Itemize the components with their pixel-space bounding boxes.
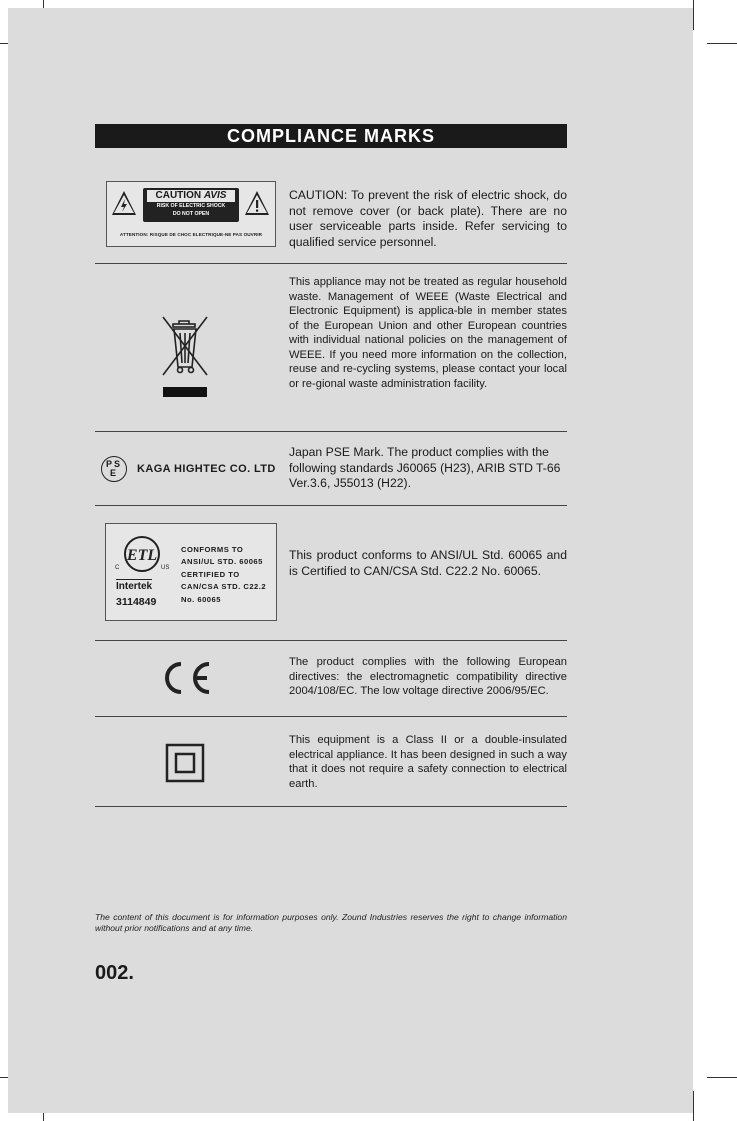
svg-text:ETL: ETL <box>126 547 158 564</box>
page-number: 002. <box>95 962 134 984</box>
caution-line2: DO NOT OPEN <box>172 211 210 217</box>
ce-text: The product complies with the following European directives: the electromagnetic compatibility directive 2004/108/EC. The low voltage directive 2006/95/EC. <box>289 656 567 697</box>
etl-text: This product conforms to ANSI/UL Std. 60065 and is Certified to CAN/CSA Std. C22.2 No. 60065. <box>289 548 567 578</box>
caution-line1: RISK OF ELECTRIC SHOCK <box>156 203 226 209</box>
divider <box>95 806 567 807</box>
caution-banner <box>143 188 239 222</box>
crossed-bin-icon <box>155 309 215 399</box>
svg-text:US: US <box>161 565 170 571</box>
etl-label <box>105 523 277 621</box>
ce-section <box>95 641 567 717</box>
etl-section <box>95 506 567 641</box>
weee-section <box>95 264 567 432</box>
pse-company: KAGA HIGHTEC CO. LTD <box>137 463 276 475</box>
disclaimer-note: The content of this document is for information purposes only. Zound Industries reserves the right to change information without prior notifications and at any time. <box>95 912 567 933</box>
ce-mark <box>95 653 275 703</box>
exclamation-warning-icon <box>244 190 270 216</box>
etl-mark <box>101 524 281 620</box>
lightning-warning-icon <box>111 190 137 216</box>
etl-brand: Intertek <box>116 581 153 592</box>
caution-attention: ATTENTION: RISQUE DE CHOC ELECTRIQUE-NE PAS OUVRIR <box>119 232 263 237</box>
etl-number: 3114849 <box>116 596 157 608</box>
pse-mark <box>101 454 291 484</box>
weee-mark <box>95 304 275 404</box>
class2-text: This equipment is a Class II or a double-insulated electrical appliance. It has been designed in such a way that it does not require a safety connection to electrical earth. <box>289 734 567 790</box>
etl-certification: CONFORMS TO ANSI/UL STD. 60065 CERTIFIED TO CAN/CSA STD. C22.2 No. 60065 <box>181 545 267 604</box>
crop-mark <box>707 1077 737 1078</box>
etl-listed-icon <box>112 532 172 578</box>
pse-text: Japan PSE Mark. The product complies with the following standards J60065 (H23), ARIB STD T-66 Ver.3.6, J55013 (H22). <box>289 445 561 490</box>
double-insulated-icon <box>163 741 207 785</box>
crop-mark <box>707 43 737 44</box>
class2-mark <box>95 741 275 785</box>
crop-mark <box>693 0 694 30</box>
page-title: COMPLIANCE MARKS <box>95 124 567 148</box>
caution-section <box>95 178 567 264</box>
caution-label <box>106 181 276 247</box>
pse-logo: P S E <box>101 456 127 482</box>
pse-section <box>95 432 567 506</box>
weee-text: This appliance may not be treated as regular household waste. Management of WEEE (Waste Electrical and Electronic Equipment) is applica-ble in member states of the European Union and other European countries with individual national policies on the management of WEEE. If you need more information on the collection, reuse and re-cycling systems, please contact your local or re-gional waste administration facility. <box>289 276 567 390</box>
ce-icon <box>155 658 215 698</box>
caution-text: CAUTION: To prevent the risk of electric shock, do not remove cover (or back plate). There are no user serviceable parts inside. Refer servicing to qualified service personnel. <box>289 188 567 249</box>
class2-section <box>95 717 567 807</box>
svg-text:C: C <box>115 565 120 571</box>
caution-title: CAUTION AVIS <box>147 190 235 202</box>
crop-mark <box>693 1091 694 1121</box>
caution-mark <box>101 182 281 246</box>
